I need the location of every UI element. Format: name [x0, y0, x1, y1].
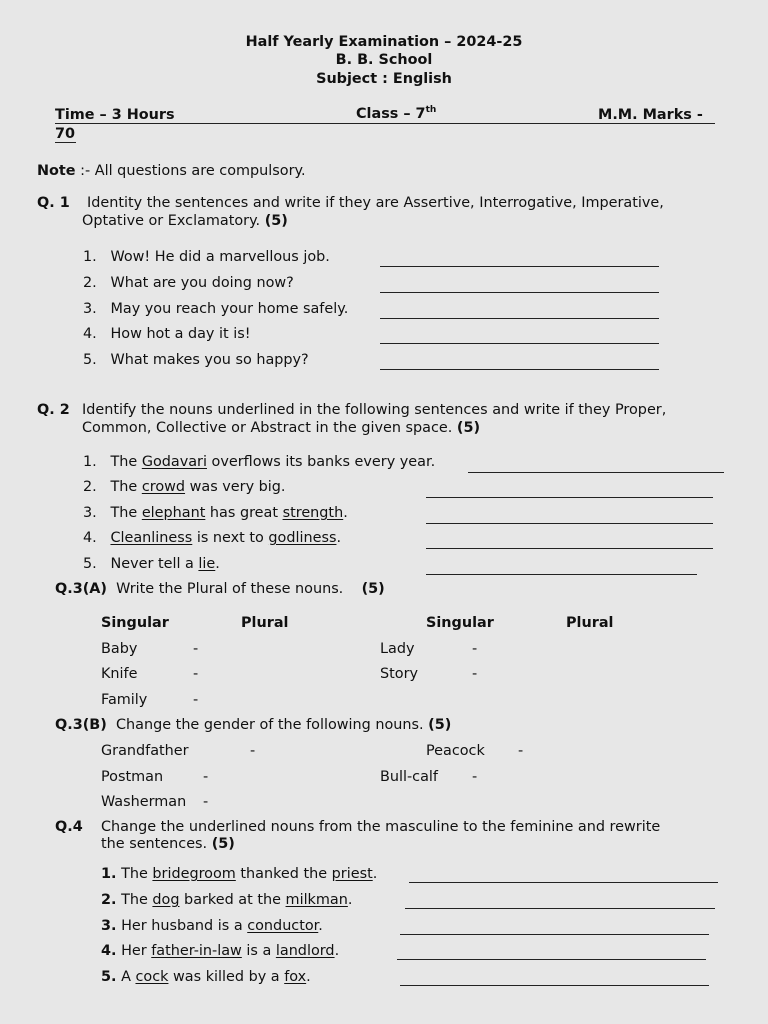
- q4-question: Change the underlined nouns from the masculine to the feminine and rewrite: [101, 819, 661, 835]
- underlined-noun: bridegroom: [152, 866, 236, 882]
- singular-header-right: Singular: [426, 615, 494, 631]
- sentence-text: .: [306, 969, 311, 985]
- sentence-text: .: [372, 866, 378, 882]
- answer-line[interactable]: [380, 343, 659, 344]
- q1-question: Identity the sentences and write if they are Assertive, Interrogative, Imperative,: [87, 195, 664, 211]
- singular-word: Lady: [380, 641, 415, 657]
- dash: -: [193, 641, 199, 657]
- item-number: 2.: [83, 479, 97, 495]
- gender-word: Grandfather: [101, 743, 189, 759]
- exam-title: Half Yearly Examination – 2024-25: [245, 34, 523, 50]
- underlined-noun: elephant: [141, 505, 206, 521]
- singular-word: Knife: [101, 666, 138, 682]
- dash: -: [193, 666, 199, 682]
- sentence-text: How hot a day it is!: [110, 326, 251, 342]
- item-number: 3.: [83, 505, 97, 521]
- underlined-noun: crowd: [141, 479, 186, 495]
- sentence-text: .: [215, 556, 220, 572]
- singular-word: Story: [380, 666, 419, 682]
- sentence-text: What makes you so happy?: [110, 352, 309, 368]
- q1-item: [83, 275, 294, 291]
- sentence: [83, 454, 435, 470]
- answer-line[interactable]: [380, 318, 659, 319]
- item-number: 2.: [83, 275, 97, 291]
- answer-line[interactable]: [426, 497, 713, 498]
- q3b-heading: Q.3(B) Change the gender of the following nouns. (5): [55, 717, 452, 733]
- sentence: [101, 969, 311, 985]
- dash: -: [518, 743, 524, 759]
- item-number: 2.: [101, 892, 117, 908]
- answer-line[interactable]: [405, 908, 715, 909]
- class-label: Class – 7th: [356, 105, 437, 122]
- underlined-noun: landlord: [275, 943, 335, 959]
- sentence: [101, 866, 377, 882]
- answer-line[interactable]: [426, 548, 713, 549]
- class-superscript: th: [425, 105, 437, 115]
- item-number: 5.: [83, 352, 97, 368]
- school-name: B. B. School: [335, 52, 433, 68]
- sentence-text: .: [334, 943, 340, 959]
- sentence-text: Never tell a: [110, 556, 199, 572]
- answer-line[interactable]: [426, 523, 713, 524]
- marks-value-underline: [55, 142, 76, 143]
- sentence: [101, 918, 323, 934]
- answer-line[interactable]: [380, 292, 659, 293]
- sentence-text: thanked the: [235, 866, 332, 882]
- singular-word: Baby: [101, 641, 138, 657]
- answer-line[interactable]: [380, 266, 659, 267]
- max-marks-label: M.M. Marks -: [598, 107, 703, 123]
- dash: -: [203, 794, 209, 810]
- q2-question: Identify the nouns underlined in the following sentences and write if they Proper,: [82, 402, 667, 418]
- sentence-text: Her husband is a: [121, 918, 248, 934]
- q1-number: Q. 1: [37, 195, 70, 211]
- answer-line[interactable]: [380, 369, 659, 370]
- item-number: 1.: [83, 249, 97, 265]
- q1-item: [83, 352, 309, 368]
- q1-item: [83, 326, 251, 342]
- singular-word: Family: [101, 692, 148, 708]
- item-number: 4.: [83, 530, 97, 546]
- max-marks-value: 70: [55, 126, 76, 142]
- sentence-text: Wow! He did a marvellous job.: [110, 249, 330, 265]
- item-number: 4.: [83, 326, 97, 342]
- underlined-noun: conductor: [247, 918, 319, 934]
- dash: -: [472, 641, 478, 657]
- q1-question-cont: Optative or Exclamatory. (5): [82, 213, 288, 229]
- gender-word: Peacock: [426, 743, 485, 759]
- sentence-text: .: [318, 918, 323, 934]
- dash: -: [472, 666, 478, 682]
- sentence-text: has great: [205, 505, 283, 521]
- gender-word: Washerman: [101, 794, 187, 810]
- sentence: [101, 943, 339, 959]
- gender-word: Bull-calf: [380, 769, 438, 785]
- sentence-text: .: [347, 892, 353, 908]
- item-number: 1.: [83, 454, 97, 470]
- item-number: 5.: [83, 556, 97, 572]
- sentence-text: barked at the: [179, 892, 286, 908]
- sentence-text: The: [121, 866, 153, 882]
- answer-line[interactable]: [400, 934, 709, 935]
- item-number: 4.: [101, 943, 117, 959]
- item-number: 1.: [101, 866, 117, 882]
- sentence-text: is next to: [192, 530, 269, 546]
- sentence-text: was killed by a: [168, 969, 285, 985]
- gender-word: Postman: [101, 769, 164, 785]
- note: Note :- All questions are compulsory.: [37, 163, 306, 179]
- q3a-heading: Q.3(A) Write the Plural of these nouns. (5): [55, 581, 385, 597]
- dash: -: [250, 743, 256, 759]
- sentence-text: A: [121, 969, 136, 985]
- dash: -: [193, 692, 199, 708]
- sentence: [83, 479, 286, 495]
- underlined-noun: lie: [198, 556, 216, 572]
- q4-number: Q.4: [55, 819, 83, 835]
- underlined-noun: priest: [331, 866, 373, 882]
- answer-line[interactable]: [397, 959, 706, 960]
- plural-header-left: Plural: [241, 615, 289, 631]
- sentence: [83, 556, 220, 572]
- underlined-noun: cock: [135, 969, 169, 985]
- underlined-noun: milkman: [285, 892, 348, 908]
- answer-line[interactable]: [468, 472, 724, 473]
- underlined-noun: dog: [152, 892, 180, 908]
- sentence-text: .: [343, 505, 348, 521]
- header-underline: [55, 123, 715, 124]
- sentence-text: is a: [241, 943, 276, 959]
- sentence: [101, 892, 352, 908]
- sentence-text: overflows its banks every year.: [206, 454, 436, 470]
- q4-question-cont: the sentences. (5): [101, 836, 235, 852]
- q1-item: [83, 301, 348, 317]
- q2-number: Q. 2: [37, 402, 70, 418]
- subject-line: Subject : English: [316, 71, 452, 87]
- answer-line[interactable]: [400, 985, 709, 986]
- item-number: 5.: [101, 969, 117, 985]
- sentence-text: The: [110, 479, 142, 495]
- underlined-noun: father-in-law: [151, 943, 242, 959]
- item-number: 3.: [83, 301, 97, 317]
- plural-header-right: Plural: [566, 615, 614, 631]
- sentence: [83, 530, 341, 546]
- underlined-noun: Cleanliness: [110, 530, 193, 546]
- q1-item: [83, 249, 330, 265]
- sentence-text: May you reach your home safely.: [110, 301, 349, 317]
- answer-line[interactable]: [409, 882, 718, 883]
- sentence-text: The: [110, 454, 142, 470]
- answer-line[interactable]: [426, 574, 697, 575]
- sentence-text: Her: [121, 943, 152, 959]
- time-label: Time – 3 Hours: [55, 107, 175, 123]
- sentence-text: was very big.: [185, 479, 286, 495]
- singular-header-left: Singular: [101, 615, 169, 631]
- underlined-noun: fox: [284, 969, 307, 985]
- sentence: [83, 505, 348, 521]
- q2-question-cont: Common, Collective or Abstract in the given space. (5): [82, 420, 481, 436]
- sentence-text: The: [110, 505, 142, 521]
- underlined-noun: Godavari: [141, 454, 207, 470]
- sentence-text: What are you doing now?: [110, 275, 294, 291]
- underlined-noun: godliness: [268, 530, 337, 546]
- sentence-text: The: [121, 892, 153, 908]
- underlined-noun: strength: [282, 505, 344, 521]
- dash: -: [472, 769, 478, 785]
- sentence-text: .: [336, 530, 342, 546]
- dash: -: [203, 769, 209, 785]
- item-number: 3.: [101, 918, 117, 934]
